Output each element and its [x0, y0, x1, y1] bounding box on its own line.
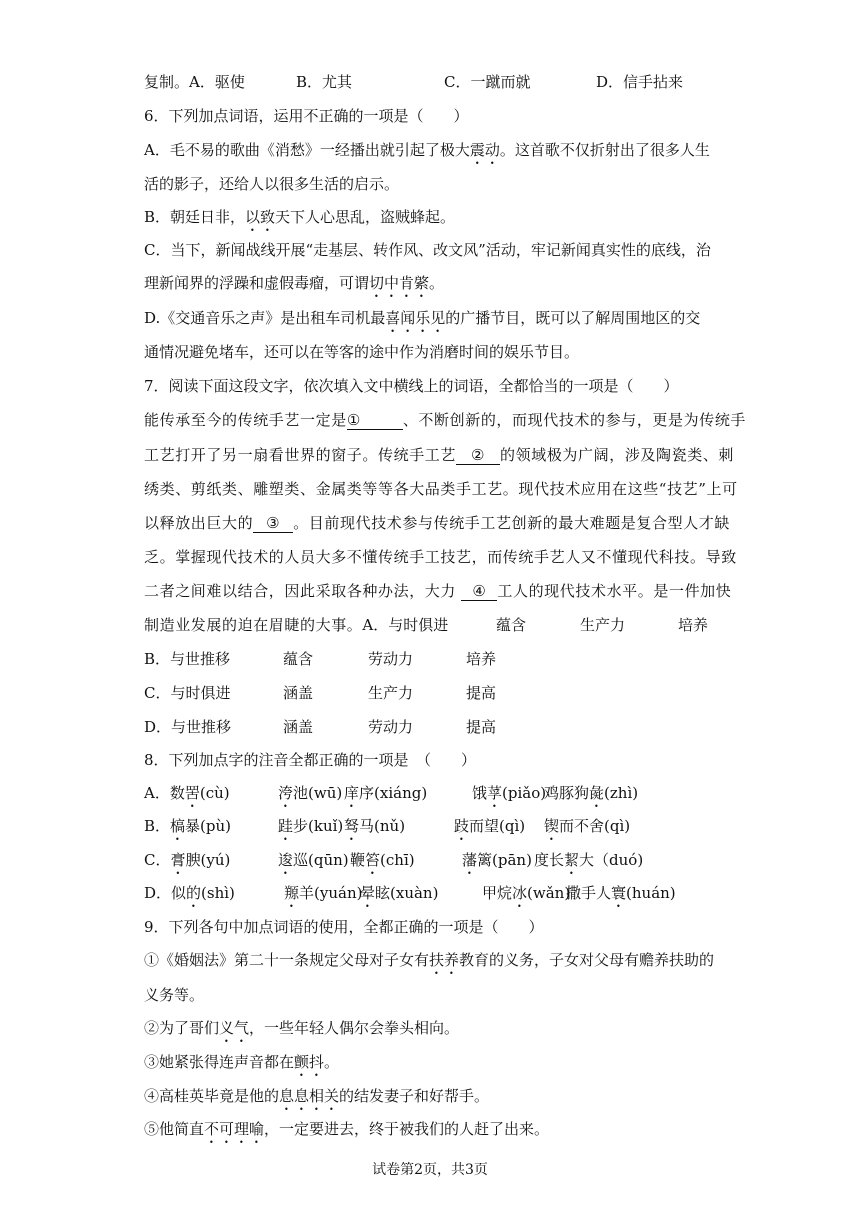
q8-stem: 8．下列加点字的注音全都正确的一项是 （ ）: [144, 751, 477, 769]
q9-sentence-2: ②为了哥们义气，一些年轻人偶尔会拳头相向。: [144, 1019, 460, 1037]
dotted-word: 以致: [245, 208, 276, 226]
dotted-word: 义气: [219, 1019, 250, 1037]
exam-page: 复制。A．驱使 B．尤其 C．一蹴而就 D．信手拈来 6．下列加点词语，运用不正确的一项是（ ） A．毛不易的歌曲《消愁》一经播出就引起了极大震动。这首歌不仅折射出了很多人生 活的影子，还给人以很多生活的启示。 B．朝廷日非，以致天下人心思乱，盗贼蜂起。 C．当下，新闻战线开展“走基层、转作风、改文风”活动，牢记新闻真实性的底线，治 理新闻界的浮躁和虚假毒瘤，可谓切中肯綮。 D.《交通音乐之声》是出租车司机最喜闻乐见的广播节目，既可以了解周围地区的交 通情况避免堵车，还可以在等客的途中作为消磨时间的娱乐节目。 7．阅读下面这段文字，依次填入文中横线上的词语，全都恰当的一项是（ ） 能传承至今的传统手艺一定是① 、不断创新的，而现代技术的参与，更是为传统手 工艺打开了另一扇看世界的窗子。传统手工艺 ② 的领域极为广阔，涉及陶瓷类、刺 绣类、剪纸类、雕塑类、金属类等等各大品类手工艺。现代技术应用在这些“技艺”上可 以释放出巨大的 ③ 。目前现代技术参与传统手工艺创新的最大难题是复合型人才缺 乏。掌握现代技术的人员大多不懂传统手工技艺，而传统手艺人又不懂现代科技。导致 二者之间难以结合，因此采取各种办法，大力 ④ 工人的现代技术水平。是一件加快 制造业发展的迫在眉睫的大事。A．与时俱进 蕴含 生产力 培养 B．与世推移 蕴含 劳动力 培养 C．与时俱进 涵盖 生产力 提高 D．与世推移 涵盖 劳动力 提高 8．下列加点字的注音全都正确的一项是 （ ） A．数罟(cù) 洿池(wū) 庠序(xiáng) 饿莩(piǎo) 鸡豚狗彘(zhì) B．槁暴(pù) 跬步(kuǐ) 驽马(nǔ) 跂而望(qì) 锲而不舍(qì) C．膏腴(yú) 逡巡(qūn) 鞭笞(chī) 藩篱(pān) 度长絜大（duó) D．似的(shì) 羱羊(yuán) 晕眩(xuàn) 甲烷冰(wǎn) 撒手人寰(huán) 9．下列各句中加点词语的使用，全都正确的一项是（ ） ①《婚姻法》第二十一条规定父母对子女有扶养教育的义务，子女对父母有赡养扶助的 义务等。 ②为了哥们义气，一些年轻人偶尔会拳头相向。 ③她紧张得连声音都在颤抖。 ④高桂英毕竟是他的息息相关的结发妻子和好帮手。 ⑤他简直不可理喻，一定要进去，终于被我们的人赶了出来。 试卷第2页，共3页: [0, 0, 860, 1216]
q5-prefix: 复制。: [144, 73, 190, 91]
q7-passage-line7: 制造业发展的迫在眉睫的大事。: [144, 616, 363, 634]
q6-option-a-line1: A．毛不易的歌曲《消愁》一经播出就引起了极大震动。这首歌不仅折射出了很多人生: [144, 141, 710, 159]
q5-options-line: [144, 72, 684, 92]
q5-option-b: B．尤其: [296, 73, 353, 91]
q5-option-a: A．驱使: [189, 73, 245, 91]
q9-sentence-3: ③她紧张得连声音都在颤抖。: [144, 1053, 340, 1071]
q6-option-a-line2: 活的影子，还给人以很多生活的启示。: [144, 175, 400, 193]
q6-option-d-line2: 通情况避免堵车，还可以在等客的途中作为消磨时间的娱乐节目。: [144, 343, 580, 361]
q7-stem: 7．阅读下面这段文字，依次填入文中横线上的词语，全都恰当的一项是（ ）: [144, 377, 679, 395]
blank-4: ④: [461, 582, 497, 601]
dotted-word: 切中肯綮: [369, 274, 430, 292]
q5-option-c: C．一蹴而就: [444, 73, 531, 91]
q7-option-a-line: 制造业发展的迫在眉睫的大事。A．与时俱进 蕴含 生产力 培养: [144, 616, 709, 634]
q7-option-c: C．与时俱进 涵盖 生产力 提高: [144, 684, 497, 702]
dotted-word: 不可理喻: [204, 1120, 265, 1138]
q7-passage-line6: 二者之间难以结合，因此采取各种办法，大力 ④ 工人的现代技术水平。是一件加快: [144, 582, 732, 600]
blank-3: ③: [253, 514, 293, 533]
q9-sentence-4: ④高桂英毕竟是他的息息相关的结发妻子和好帮手。: [144, 1087, 490, 1105]
q7-passage-line5: 乏。掌握现代技术的人员大多不懂传统手工技艺，而传统手艺人又不懂现代科技。导致: [144, 548, 737, 566]
q7-passage-line1: 能传承至今的传统手艺一定是① 、不断创新的，而现代技术的参与，更是为传统手: [144, 411, 747, 429]
page-footer: 试卷第2页，共3页: [372, 1162, 488, 1178]
q9-sentence-5: ⑤他简直不可理喻，一定要进去，终于被我们的人赶了出来。: [144, 1120, 550, 1138]
q6-stem: 6．下列加点词语，运用不正确的一项是（ ）: [144, 107, 469, 125]
q6-option-d-line1: D.《交通音乐之声》是出租车司机最喜闻乐见的广播节目，既可以了解周围地区的交: [144, 309, 701, 327]
blank-2: ②: [456, 446, 500, 465]
dotted-word: 扶养: [429, 951, 460, 969]
q9-sentence-1: ①《婚姻法》第二十一条规定父母对子女有扶养教育的义务，子女对父母有赡养扶助的: [144, 951, 715, 969]
q6-option-c-line1: C．当下，新闻战线开展“走基层、转作风、改文风”活动，牢记新闻真实性的底线，治: [144, 241, 711, 259]
q7-passage-line2: 工艺打开了另一扇看世界的窗子。传统手工艺 ② 的领域极为广阔，涉及陶瓷类、刺: [144, 446, 735, 464]
q7-option-d: D．与世推移 涵盖 劳动力 提高: [144, 718, 497, 736]
q9-stem: 9．下列各句中加点词语的使用，全都正确的一项是（ ）: [144, 918, 544, 936]
dotted-word: 喜闻乐见: [385, 309, 446, 327]
q9-sentence-1-cont: 义务等。: [144, 986, 205, 1004]
dotted-word: 颤抖: [294, 1053, 325, 1071]
dotted-word: 息息相关: [279, 1087, 340, 1105]
q7-option-b: B．与世推移 蕴含 劳动力 培养: [144, 650, 497, 668]
q7-passage-line3: 绣类、剪纸类、雕塑类、金属类等等各大品类手工艺。现代技术应用在这些“技艺”上可: [144, 480, 738, 498]
dotted-word: 震动: [469, 141, 500, 159]
q5-option-d: D．信手拈来: [596, 73, 684, 91]
q6-option-c-line2: 理新闻界的浮躁和虚假毒瘤，可谓切中肯綮。: [144, 274, 445, 292]
blank-1: ①: [347, 411, 403, 430]
q7-passage-line4: 以释放出巨大的 ③ 。目前现代技术参与传统手工艺创新的最大难题是复合型人才缺: [144, 514, 731, 532]
q6-option-b: B．朝廷日非，以致天下人心思乱，盗贼蜂起。: [144, 208, 456, 226]
q7-option-a: A．与时俱进: [362, 616, 449, 634]
